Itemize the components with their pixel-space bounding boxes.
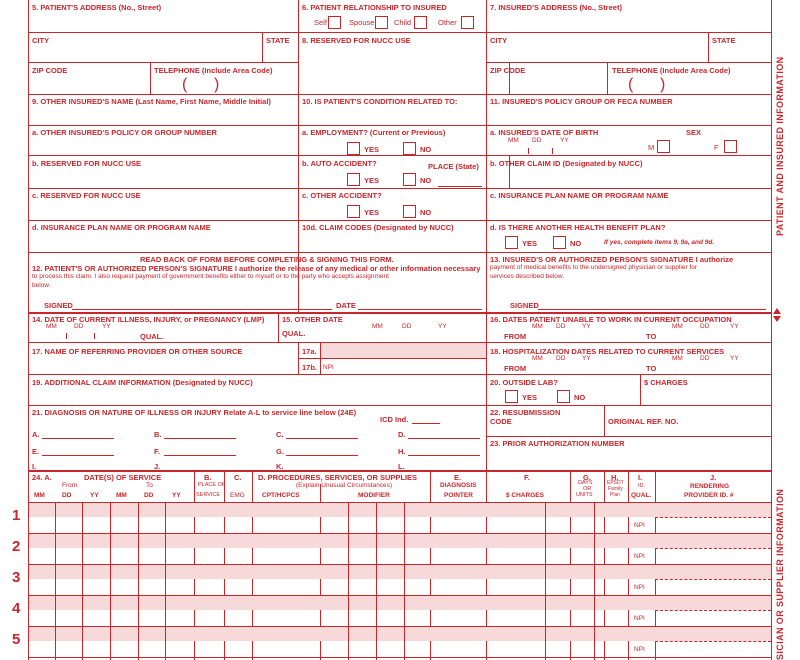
row4-shade [29, 596, 771, 610]
f24-from: From [62, 482, 78, 489]
diagnosis-entry-line[interactable] [286, 470, 358, 471]
f24c: C. [234, 473, 242, 482]
f17a-shade [321, 343, 486, 358]
f20-charges: $ CHARGES [644, 378, 688, 387]
f7-state: STATE [712, 36, 736, 45]
f14-label: 14. DATE OF CURRENT ILLNESS, INJURY, or PREGNANCY (LMP) [32, 315, 265, 324]
f24-dates: DATE(S) OF SERVICE [84, 473, 162, 482]
f24-units: UNITS [576, 492, 593, 498]
f18-from: FROM [504, 364, 527, 373]
diagnosis-letter: A. [32, 430, 40, 439]
diagnosis-entry-line[interactable] [286, 438, 358, 439]
service-line-number: 3 [12, 569, 21, 586]
f9a-label: a. OTHER INSURED'S POLICY OR GROUP NUMBER [32, 128, 217, 137]
f10a-no-checkbox[interactable] [403, 142, 416, 155]
f10c-label: c. OTHER ACCIDENT? [302, 191, 382, 200]
f18-to-mm: MM [672, 355, 683, 362]
f10a-yes: YES [364, 145, 380, 154]
f24-pointer: POINTER [444, 492, 473, 499]
row2-shade [29, 534, 771, 548]
diagnosis-letter: F. [154, 447, 160, 456]
diagnosis-entry-line[interactable] [42, 455, 114, 456]
f24j: J. [710, 473, 717, 482]
f11c-label: c. INSURANCE PLAN NAME OR PROGRAM NAME [490, 191, 669, 200]
f18-dd: DD [556, 355, 566, 362]
f15-mm: MM [372, 323, 383, 330]
f24-mm2: MM [116, 492, 127, 499]
diagnosis-entry-line[interactable] [286, 455, 358, 456]
f11a-yy: YY [560, 137, 569, 144]
f17a-label: 17a. [302, 347, 317, 356]
f11a-dd: DD [532, 137, 542, 144]
f21-label: 21. DIAGNOSIS OR NATURE OF ILLNESS OR INJURY Relate A-L to service line below (24E) [32, 408, 357, 417]
service-line-npi: NPI [634, 615, 645, 622]
f24e: E. [454, 473, 462, 482]
f10a-yes-checkbox[interactable] [347, 142, 360, 155]
f9d-label: d. INSURANCE PLAN NAME OR PROGRAM NAME [32, 223, 211, 232]
f16-mm: MM [532, 323, 543, 330]
f10b-yes-checkbox[interactable] [347, 173, 360, 186]
f15-dd: DD [402, 323, 412, 330]
f10b-no-checkbox[interactable] [403, 173, 416, 186]
self-checkbox[interactable] [328, 16, 341, 29]
f10b-no: NO [420, 176, 432, 185]
f14-dd: DD [74, 323, 84, 330]
f10c-yes-checkbox[interactable] [347, 205, 360, 218]
f24g: G. [583, 473, 591, 482]
f24-yy2: YY [172, 492, 181, 499]
f19-label: 19. ADDITIONAL CLAIM INFORMATION (Designated by NUCC) [32, 378, 253, 387]
f18-yy: YY [582, 355, 591, 362]
row5-shade [29, 627, 771, 641]
f15-yy: YY [438, 323, 447, 330]
f11a-m: M [648, 143, 655, 152]
section-arrow-down-icon [773, 316, 781, 322]
right-border [771, 0, 772, 660]
diagnosis-entry-line[interactable] [164, 455, 236, 456]
f18-label: 18. HOSPITALIZATION DATES RELATED TO CURRENT SERVICES [490, 347, 725, 356]
f24b: B. [204, 473, 212, 482]
f24f: F. [524, 473, 530, 482]
f24-family: Family [608, 486, 623, 492]
row1-shade [29, 503, 771, 517]
f13-signed: SIGNED [510, 301, 539, 310]
diagnosis-entry-line[interactable] [42, 470, 114, 471]
f14-mm: MM [46, 323, 57, 330]
f16-to-yy: YY [730, 323, 739, 330]
service-line-npi: NPI [634, 522, 645, 529]
f17b-npi: NPI [323, 364, 334, 371]
f24-dd1: DD [62, 492, 72, 499]
f24-provider: PROVIDER ID. # [684, 492, 734, 499]
f24-yy1: YY [90, 492, 99, 499]
f9-label: 9. OTHER INSURED'S NAME (Last Name, First Name, Middle Initial) [32, 97, 271, 106]
left-border [28, 0, 29, 660]
f20-yes-checkbox[interactable] [505, 390, 518, 403]
f15-label: 15. OTHER DATE [282, 315, 343, 324]
f5-tel-paren-close: ) [214, 76, 220, 93]
f6-spouse: Spouse [349, 18, 375, 27]
f24-epsdt: EPSDT [607, 480, 624, 486]
f11d-yes-checkbox[interactable] [505, 236, 518, 249]
col-divider-2 [486, 0, 487, 470]
f16-to: TO [646, 332, 657, 341]
service-line-number: 1 [12, 507, 21, 524]
f5-state: STATE [266, 36, 290, 45]
f11a-mm: MM [508, 137, 519, 144]
f11d-label: d. IS THERE ANOTHER HEALTH BENEFIT PLAN? [490, 223, 666, 232]
f11a-sex: SEX [686, 128, 702, 137]
f15-qual: QUAL. [282, 329, 306, 338]
f5-city: CITY [32, 36, 50, 45]
f10b-label: b. AUTO ACCIDENT? [302, 159, 377, 168]
f20-no: NO [574, 393, 586, 402]
f11a-label: a. INSURED'S DATE OF BIRTH [490, 128, 599, 137]
service-line-npi: NPI [634, 646, 645, 653]
f11a-f: F [714, 143, 719, 152]
diagnosis-letter: H. [398, 447, 406, 456]
spouse-checkbox[interactable] [375, 16, 388, 29]
service-line-number: 4 [12, 600, 21, 617]
f24-modifier: MODIFIER [358, 492, 390, 499]
row3-shade [29, 565, 771, 579]
f24-emg: EMG [230, 492, 245, 499]
f22-label: 22. RESUBMISSION [490, 408, 561, 417]
f12-line3: below. [32, 282, 51, 289]
f7-tel: TELEPHONE (Include Area Code) [612, 66, 731, 75]
f24-id: ID. [638, 483, 646, 489]
f13-line1: 13. INSURED'S OR AUTHORIZED PERSON'S SIGNATURE I authorize [490, 255, 734, 264]
f10a-no: NO [420, 145, 432, 154]
service-line-npi: NPI [634, 553, 645, 560]
f16-from: FROM [504, 332, 527, 341]
diagnosis-letter: J. [154, 462, 161, 471]
f24-service: SERVICE [196, 492, 221, 498]
diagnosis-letter: B. [154, 430, 162, 439]
f9b-label: b. RESERVED FOR NUCC USE [32, 159, 142, 168]
f10a-label: a. EMPLOYMENT? (Current or Previous) [302, 128, 446, 137]
f22-orig: ORIGINAL REF. NO. [608, 417, 679, 426]
f5-tel-paren-open: ( [182, 76, 188, 93]
diagnosis-letter: D. [398, 430, 406, 439]
f11d-no: NO [570, 239, 582, 248]
f6-label: 6. PATIENT RELATIONSHIP TO INSURED [302, 3, 447, 12]
f24-place: PLACE OF [198, 482, 226, 488]
f16-dd: DD [556, 323, 566, 330]
diagnosis-entry-line[interactable] [42, 438, 114, 439]
f8-label: 8. RESERVED FOR NUCC USE [302, 36, 411, 45]
f24-plan: Plan [610, 492, 621, 498]
f23-label: 23. PRIOR AUTHORIZATION NUMBER [490, 439, 625, 448]
f18-to-yy: YY [730, 355, 739, 362]
service-line-number: 2 [12, 538, 21, 555]
f20-label: 20. OUTSIDE LAB? [490, 378, 558, 387]
f24-diag: DIAGNOSIS [440, 482, 477, 489]
f16-to-mm: MM [672, 323, 683, 330]
f7-tel-paren-open: ( [628, 76, 634, 93]
f21-icd: ICD Ind. [380, 415, 409, 424]
f11d-yes: YES [522, 239, 538, 248]
diagnosis-letter: E. [32, 447, 40, 456]
f7-zip: ZIP CODE [490, 66, 526, 75]
f14-qual: QUAL. [140, 332, 164, 341]
other-checkbox[interactable] [461, 16, 474, 29]
f12-readback: READ BACK OF FORM BEFORE COMPLETING & SIGNING THIS FORM. [140, 255, 394, 264]
f10c-no: NO [420, 208, 432, 217]
f16-to-dd: DD [700, 323, 710, 330]
f24-cpt: CPT/HCPCS [262, 492, 300, 499]
diagnosis-entry-line[interactable] [408, 455, 480, 456]
f10b-yes: YES [364, 176, 380, 185]
diagnosis-letter: G. [276, 447, 284, 456]
f11d-complete: If yes, complete items 9, 9a, and 9d. [604, 239, 715, 246]
f10c-no-checkbox[interactable] [403, 205, 416, 218]
f18-to-dd: DD [700, 355, 710, 362]
f7-tel-paren-close: ) [660, 76, 666, 93]
section-arrow-up-icon [773, 308, 781, 314]
f7-label: 7. INSURED'S ADDRESS (No., Street) [490, 3, 622, 12]
f16-yy: YY [582, 323, 591, 330]
f24h: H. [611, 473, 619, 482]
f24-mm1: MM [34, 492, 45, 499]
f5-tel: TELEPHONE (Include Area Code) [154, 66, 273, 75]
f10-label: 10. IS PATIENT'S CONDITION RELATED TO: [302, 97, 458, 106]
f11-label: 11. INSURED'S POLICY GROUP OR FECA NUMBER [490, 97, 673, 106]
f24-explain: (Explain Unusual Circumstances) [296, 482, 393, 489]
f7-city: CITY [490, 36, 508, 45]
f12-date: DATE [336, 301, 356, 310]
f13-line2: payment of medical benefits to the undersigned physician or supplier for [490, 264, 698, 271]
sidebar-bottom-label: SICIAN OR SUPPLIER INFORMATION [775, 488, 785, 660]
f17b-label: 17b. [302, 363, 318, 372]
f18-mm: MM [532, 355, 543, 362]
diagnosis-entry-line[interactable] [164, 470, 236, 471]
f6-other: Other [438, 18, 457, 27]
service-line-number: 5 [12, 631, 21, 648]
diagnosis-entry-line[interactable] [408, 470, 480, 471]
f5-zip: ZIP CODE [32, 66, 68, 75]
f24-or: OR [583, 486, 592, 492]
f24-days: DAYS [578, 480, 593, 486]
f10b-place: PLACE (State) [428, 162, 479, 171]
f17-label: 17. NAME OF REFERRING PROVIDER OR OTHER SOURCE [32, 347, 243, 356]
f10c-yes: YES [364, 208, 380, 217]
f24i: I. [638, 473, 643, 482]
f12-line2: to process this claim. I also request payment of government benefits either to myself or to the party who accepts assignment [32, 273, 389, 280]
f20-yes: YES [522, 393, 538, 402]
child-checkbox[interactable] [414, 16, 427, 29]
sidebar-top-label: PATIENT AND INSURED INFORMATION [775, 56, 785, 236]
f24-rendering: RENDERING [690, 483, 730, 490]
diagnosis-entry-line[interactable] [164, 438, 236, 439]
f16-label: 16. DATES PATIENT UNABLE TO WORK IN CURRENT OCCUPATION [490, 315, 732, 324]
f5-label: 5. PATIENT'S ADDRESS (No., Street) [32, 3, 162, 12]
f6-child: Child [394, 18, 412, 27]
diagnosis-letter: C. [276, 430, 284, 439]
f24-qual: QUAL. [631, 492, 652, 499]
diagnosis-letter: K. [276, 462, 284, 471]
f9c-label: c. RESERVED FOR NUCC USE [32, 191, 141, 200]
service-line-npi: NPI [634, 584, 645, 591]
f24-dd2: DD [144, 492, 154, 499]
diagnosis-letter: I. [32, 462, 37, 471]
f24-to: To [146, 482, 153, 489]
f24d: D. PROCEDURES, SERVICES, OR SUPPLIES [258, 473, 418, 482]
f11b-label: b. OTHER CLAIM ID (Designated by NUCC) [490, 159, 643, 168]
female-checkbox[interactable] [724, 140, 737, 153]
f11d-no-checkbox[interactable] [553, 236, 566, 249]
f24a: 24. A. [32, 473, 52, 482]
f22-code: CODE [490, 417, 512, 426]
f6-self: Self [314, 18, 327, 27]
diagnosis-letter: L. [398, 462, 405, 471]
f13-line3: services described below. [490, 273, 565, 280]
f18-to: TO [646, 364, 657, 373]
f10d-label: 10d. CLAIM CODES (Designated by NUCC) [302, 223, 454, 232]
f12-line1: 12. PATIENT'S OR AUTHORIZED PERSON'S SIGNATURE I authorize the release of any medical or other information necessary [32, 264, 481, 273]
male-checkbox[interactable] [657, 140, 670, 153]
diagnosis-entry-line[interactable] [408, 438, 480, 439]
f24-charges: $ CHARGES [506, 492, 544, 499]
f12-signed: SIGNED [44, 301, 73, 310]
f20-no-checkbox[interactable] [557, 390, 570, 403]
f14-yy: YY [102, 323, 111, 330]
